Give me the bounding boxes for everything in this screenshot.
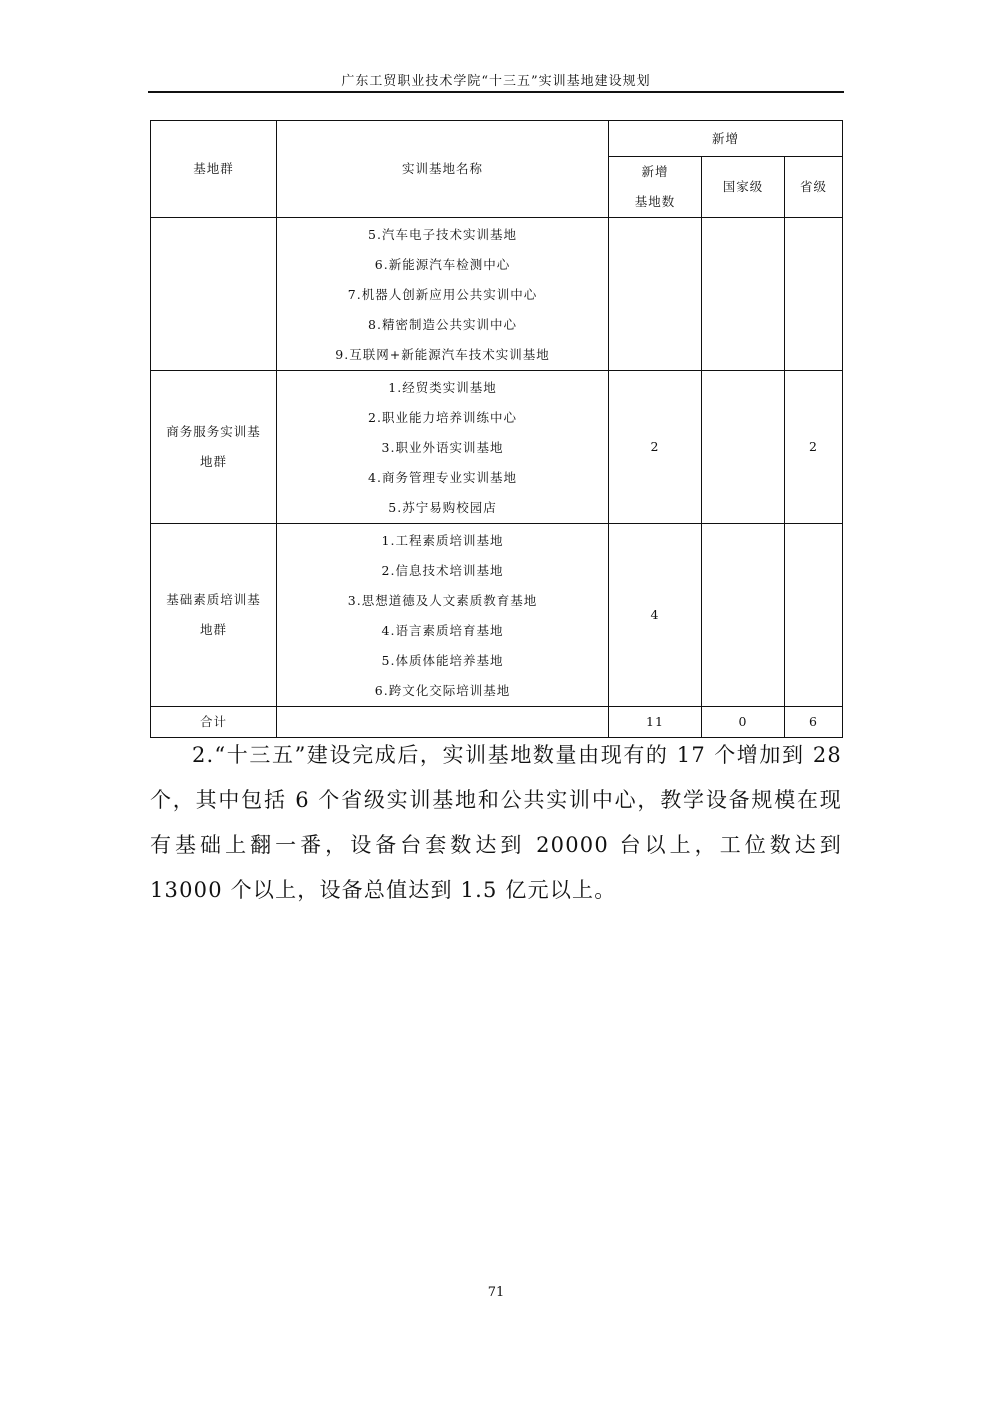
group-label-cell [151, 218, 277, 371]
total-new-count: 11 [609, 707, 702, 738]
list-item: 6.新能源汽车检测中心 [374, 257, 511, 272]
total-national: 0 [702, 707, 785, 738]
base-names-cell [277, 371, 609, 524]
list-item: 3.思想道德及人文素质教育基地 [347, 593, 538, 608]
list-item: 9.互联网+新能源汽车技术实训基地 [335, 347, 550, 362]
page-number: 71 [487, 1285, 505, 1300]
national-cell [702, 218, 785, 371]
training-base-table [150, 120, 843, 738]
new-count-cell [609, 218, 702, 371]
list-item: 1.工程素质培训基地 [381, 533, 504, 548]
header-provincial-cell [785, 157, 843, 218]
base-names-cell [277, 218, 609, 371]
provincial-cell: 2 [785, 371, 843, 524]
header-group-cell [151, 121, 277, 218]
header-new-count-line2: 基地数 [634, 194, 676, 209]
provincial-cell [785, 524, 843, 707]
total-label: 合计 [151, 707, 277, 738]
header-group: 基地群 [193, 161, 234, 176]
list-item: 3.职业外语实训基地 [381, 440, 504, 455]
table-row [151, 524, 843, 707]
list-item: 8.精密制造公共实训中心 [368, 317, 517, 332]
header-provincial: 省级 [800, 179, 828, 194]
new-count-cell: 4 [609, 524, 702, 707]
total-provincial: 6 [785, 707, 843, 738]
list-item: 2.职业能力培养训练中心 [368, 410, 517, 425]
base-names-cell [277, 524, 609, 707]
national-cell [702, 371, 785, 524]
list-item: 6.跨文化交际培训基地 [374, 683, 511, 698]
header-rule [148, 91, 844, 93]
header-new-count-line1: 新增 [641, 164, 669, 179]
provincial-cell [785, 218, 843, 371]
new-count-cell: 2 [609, 371, 702, 524]
header-name-cell [277, 121, 609, 218]
table-row [151, 218, 843, 371]
header-new-group-cell [609, 121, 843, 157]
national-cell [702, 524, 785, 707]
header-new-count-cell [609, 157, 702, 218]
group-label-line2: 地群 [199, 454, 227, 469]
body-paragraph: 2.“十三五”建设完成后，实训基地数量由现有的 17 个增加到 28 个，其中包括 6 个省级实训基地和公共实训中心，教学设备规模在现有基础上翻一番，设备台套数达到 20000 台以上，工位数达到 13000 个以上，设备总值达到 1.5 亿元以上。 [150, 743, 842, 902]
table-row [151, 371, 843, 524]
group-label-cell [151, 371, 277, 524]
group-label-cell [151, 524, 277, 707]
group-label-line1: 商务服务实训基 [166, 424, 261, 439]
list-item: 4.商务管理专业实训基地 [368, 470, 517, 485]
header-name: 实训基地名称 [401, 161, 483, 176]
list-item: 4.语言素质培育基地 [381, 623, 504, 638]
list-item: 1.经贸类实训基地 [388, 380, 497, 395]
header-national-cell [702, 157, 785, 218]
group-label-line2: 地群 [199, 622, 227, 637]
list-item: 5.体质体能培养基地 [381, 653, 504, 668]
group-label-line1: 基础素质培训基 [166, 592, 261, 607]
header-national: 国家级 [722, 179, 764, 194]
list-item: 2.信息技术培训基地 [381, 563, 504, 578]
list-item: 5.汽车电子技术实训基地 [368, 227, 517, 242]
list-item: 7.机器人创新应用公共实训中心 [347, 287, 538, 302]
list-item: 5.苏宁易购校园店 [388, 500, 497, 515]
running-header: 广东工贸职业技术学院“十三五”实训基地建设规划 [341, 74, 651, 89]
header-new-group: 新增 [712, 130, 740, 146]
